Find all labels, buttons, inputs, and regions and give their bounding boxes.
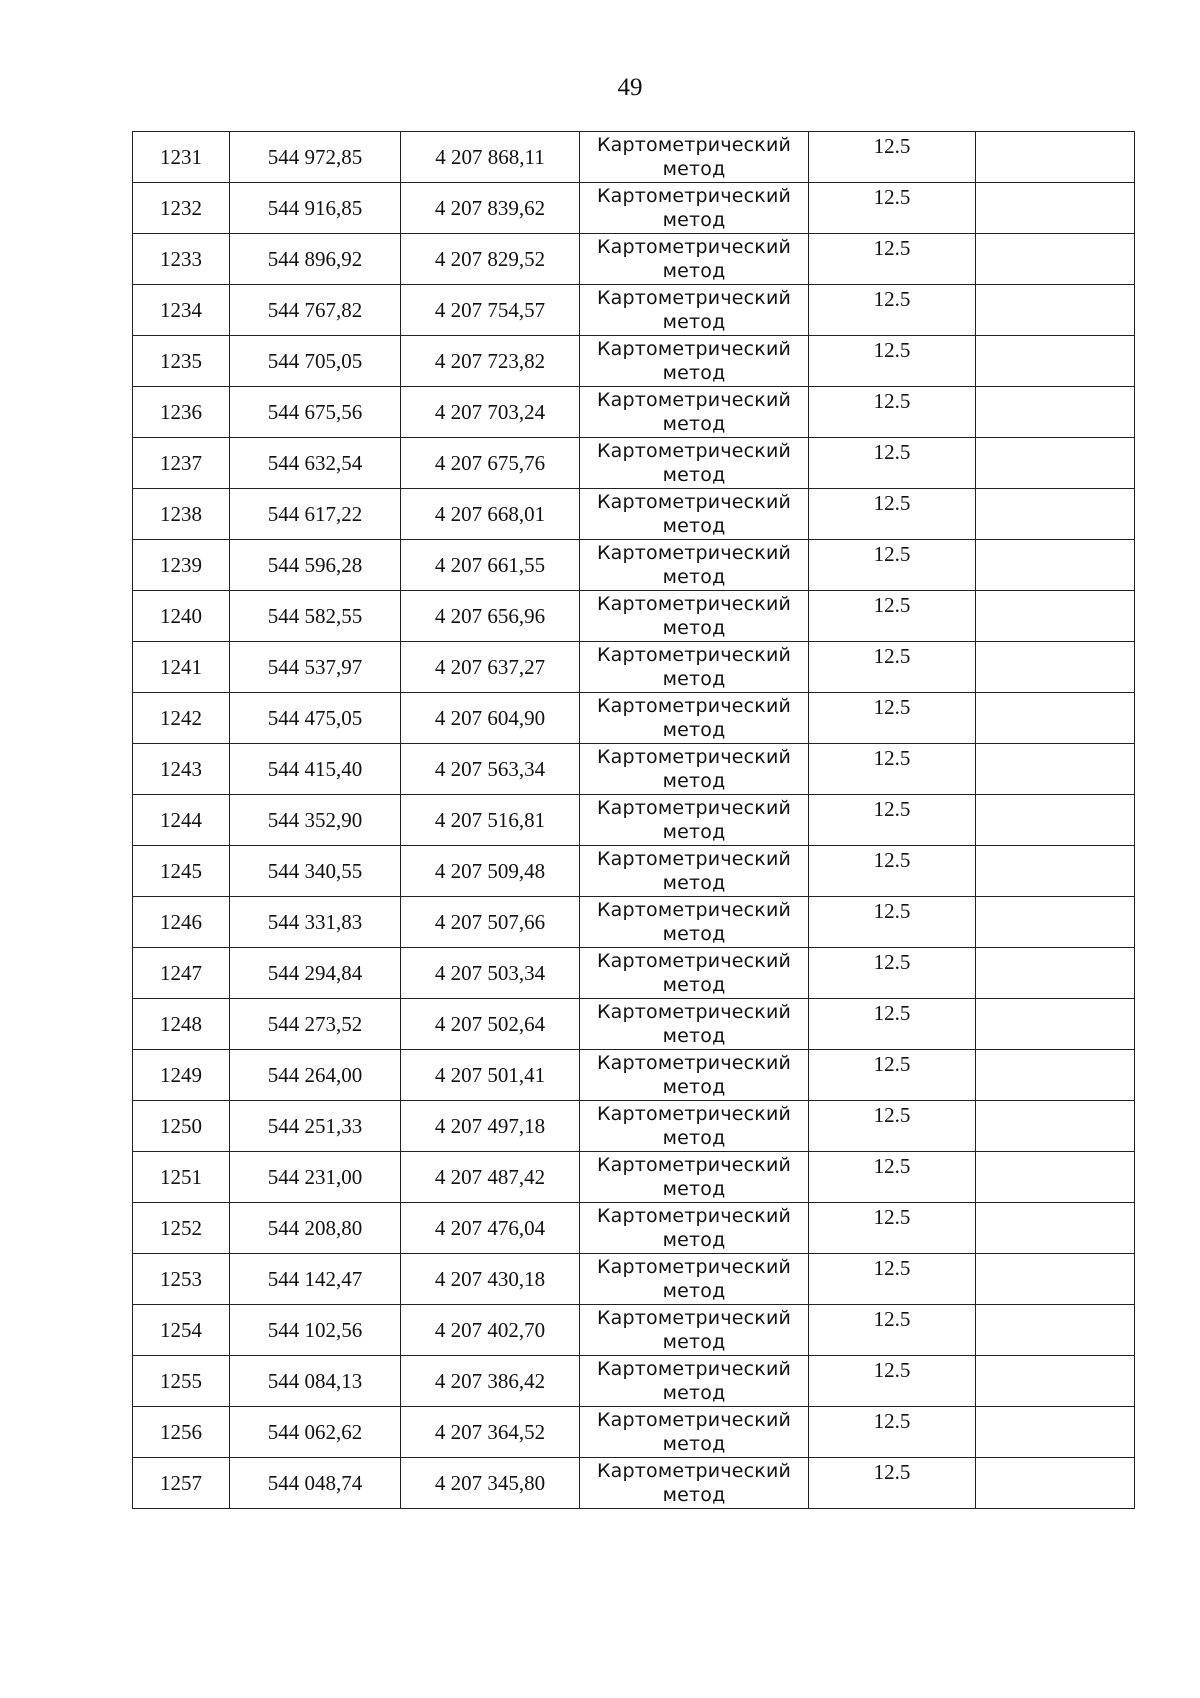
method-line-1: Картометрический xyxy=(596,287,792,309)
accuracy-cell: 12.5 xyxy=(809,795,976,846)
y-coordinate-cell: 4 207 754,57 xyxy=(401,285,580,336)
table-row xyxy=(133,642,1135,693)
note-cell xyxy=(976,999,1135,1050)
page-number: 49 xyxy=(617,74,643,101)
method-line-2: метод xyxy=(662,923,726,945)
table-row xyxy=(133,1356,1135,1407)
y-coordinate-cell: 4 207 563,34 xyxy=(401,744,580,795)
method-line-2: метод xyxy=(662,1229,726,1251)
accuracy-cell: 12.5 xyxy=(809,489,976,540)
x-coordinate-cell: 544 251,33 xyxy=(230,1101,401,1152)
note-cell xyxy=(976,1101,1135,1152)
y-coordinate-cell: 4 207 507,66 xyxy=(401,897,580,948)
method-line-1: Картометрический xyxy=(596,1103,792,1125)
note-cell xyxy=(976,591,1135,642)
method-line-1: Картометрический xyxy=(596,644,792,666)
table-row xyxy=(133,132,1135,183)
point-number-cell: 1242 xyxy=(133,693,230,744)
note-cell xyxy=(976,693,1135,744)
accuracy-cell: 12.5 xyxy=(809,846,976,897)
accuracy-cell: 12.5 xyxy=(809,591,976,642)
note-cell xyxy=(976,285,1135,336)
method-line-2: метод xyxy=(662,1484,726,1506)
method-cell xyxy=(580,1356,809,1407)
accuracy-cell: 12.5 xyxy=(809,285,976,336)
y-coordinate-cell: 4 207 501,41 xyxy=(401,1050,580,1101)
x-coordinate-cell: 544 537,97 xyxy=(230,642,401,693)
y-coordinate-cell: 4 207 675,76 xyxy=(401,438,580,489)
note-cell xyxy=(976,234,1135,285)
table-row xyxy=(133,1101,1135,1152)
table-row xyxy=(133,744,1135,795)
point-number-cell: 1248 xyxy=(133,999,230,1050)
note-cell xyxy=(976,1254,1135,1305)
method-line-2: метод xyxy=(662,1076,726,1098)
method-cell xyxy=(580,897,809,948)
accuracy-cell: 12.5 xyxy=(809,1356,976,1407)
method-line-2: метод xyxy=(662,668,726,690)
coordinates-table xyxy=(132,131,1135,1509)
accuracy-cell: 12.5 xyxy=(809,1254,976,1305)
y-coordinate-cell: 4 207 497,18 xyxy=(401,1101,580,1152)
method-cell xyxy=(580,999,809,1050)
method-cell xyxy=(580,387,809,438)
accuracy-cell: 12.5 xyxy=(809,693,976,744)
method-line-1: Картометрический xyxy=(596,134,792,156)
y-coordinate-cell: 4 207 656,96 xyxy=(401,591,580,642)
method-line-2: метод xyxy=(662,1331,726,1353)
point-number-cell: 1245 xyxy=(133,846,230,897)
table-row xyxy=(133,1203,1135,1254)
note-cell xyxy=(976,744,1135,795)
accuracy-cell: 12.5 xyxy=(809,1305,976,1356)
y-coordinate-cell: 4 207 516,81 xyxy=(401,795,580,846)
table-row xyxy=(133,1458,1135,1509)
method-line-1: Картометрический xyxy=(596,1460,792,1482)
point-number-cell: 1233 xyxy=(133,234,230,285)
y-coordinate-cell: 4 207 502,64 xyxy=(401,999,580,1050)
point-number-cell: 1232 xyxy=(133,183,230,234)
x-coordinate-cell: 544 705,05 xyxy=(230,336,401,387)
accuracy-cell: 12.5 xyxy=(809,1407,976,1458)
y-coordinate-cell: 4 207 386,42 xyxy=(401,1356,580,1407)
note-cell xyxy=(976,1152,1135,1203)
method-cell xyxy=(580,183,809,234)
method-line-2: метод xyxy=(662,413,726,435)
table-row xyxy=(133,387,1135,438)
note-cell xyxy=(976,132,1135,183)
note-cell xyxy=(976,438,1135,489)
x-coordinate-cell: 544 617,22 xyxy=(230,489,401,540)
method-line-1: Картометрический xyxy=(596,593,792,615)
accuracy-cell: 12.5 xyxy=(809,387,976,438)
y-coordinate-cell: 4 207 668,01 xyxy=(401,489,580,540)
table-row xyxy=(133,846,1135,897)
method-line-2: метод xyxy=(662,209,726,231)
point-number-cell: 1253 xyxy=(133,1254,230,1305)
method-line-1: Картометрический xyxy=(596,746,792,768)
point-number-cell: 1251 xyxy=(133,1152,230,1203)
table-body xyxy=(133,132,1135,1509)
method-line-2: метод xyxy=(662,1433,726,1455)
table-row xyxy=(133,795,1135,846)
method-cell xyxy=(580,1305,809,1356)
table-row xyxy=(133,438,1135,489)
x-coordinate-cell: 544 231,00 xyxy=(230,1152,401,1203)
note-cell xyxy=(976,1356,1135,1407)
x-coordinate-cell: 544 273,52 xyxy=(230,999,401,1050)
accuracy-cell: 12.5 xyxy=(809,948,976,999)
method-cell xyxy=(580,438,809,489)
note-cell xyxy=(976,846,1135,897)
accuracy-cell: 12.5 xyxy=(809,1458,976,1509)
accuracy-cell: 12.5 xyxy=(809,897,976,948)
method-line-1: Картометрический xyxy=(596,1256,792,1278)
point-number-cell: 1240 xyxy=(133,591,230,642)
point-number-cell: 1236 xyxy=(133,387,230,438)
y-coordinate-cell: 4 207 503,34 xyxy=(401,948,580,999)
y-coordinate-cell: 4 207 604,90 xyxy=(401,693,580,744)
x-coordinate-cell: 544 084,13 xyxy=(230,1356,401,1407)
x-coordinate-cell: 544 916,85 xyxy=(230,183,401,234)
method-cell xyxy=(580,1407,809,1458)
x-coordinate-cell: 544 294,84 xyxy=(230,948,401,999)
x-coordinate-cell: 544 102,56 xyxy=(230,1305,401,1356)
point-number-cell: 1243 xyxy=(133,744,230,795)
note-cell xyxy=(976,489,1135,540)
table-row xyxy=(133,489,1135,540)
method-cell xyxy=(580,1101,809,1152)
method-line-1: Картометрический xyxy=(596,899,792,921)
method-cell xyxy=(580,489,809,540)
accuracy-cell: 12.5 xyxy=(809,999,976,1050)
note-cell xyxy=(976,540,1135,591)
method-line-1: Картометрический xyxy=(596,236,792,258)
note-cell xyxy=(976,183,1135,234)
method-line-2: метод xyxy=(662,464,726,486)
method-cell xyxy=(580,1050,809,1101)
y-coordinate-cell: 4 207 637,27 xyxy=(401,642,580,693)
point-number-cell: 1237 xyxy=(133,438,230,489)
method-line-2: метод xyxy=(662,362,726,384)
accuracy-cell: 12.5 xyxy=(809,642,976,693)
table-row xyxy=(133,183,1135,234)
x-coordinate-cell: 544 340,55 xyxy=(230,846,401,897)
point-number-cell: 1247 xyxy=(133,948,230,999)
method-line-2: метод xyxy=(662,158,726,180)
point-number-cell: 1250 xyxy=(133,1101,230,1152)
method-cell xyxy=(580,744,809,795)
note-cell xyxy=(976,1407,1135,1458)
point-number-cell: 1231 xyxy=(133,132,230,183)
note-cell xyxy=(976,336,1135,387)
point-number-cell: 1254 xyxy=(133,1305,230,1356)
note-cell xyxy=(976,948,1135,999)
table-row xyxy=(133,1305,1135,1356)
method-line-2: метод xyxy=(662,311,726,333)
method-cell xyxy=(580,336,809,387)
x-coordinate-cell: 544 352,90 xyxy=(230,795,401,846)
table-row xyxy=(133,1407,1135,1458)
note-cell xyxy=(976,795,1135,846)
method-cell xyxy=(580,540,809,591)
accuracy-cell: 12.5 xyxy=(809,1050,976,1101)
method-cell xyxy=(580,591,809,642)
method-cell xyxy=(580,693,809,744)
x-coordinate-cell: 544 582,55 xyxy=(230,591,401,642)
method-line-1: Картометрический xyxy=(596,1154,792,1176)
method-cell xyxy=(580,234,809,285)
method-cell xyxy=(580,846,809,897)
table-row xyxy=(133,948,1135,999)
method-cell xyxy=(580,1254,809,1305)
accuracy-cell: 12.5 xyxy=(809,132,976,183)
method-line-2: метод xyxy=(662,1280,726,1302)
method-line-2: метод xyxy=(662,1382,726,1404)
table-row xyxy=(133,1254,1135,1305)
method-line-2: метод xyxy=(662,566,726,588)
method-line-1: Картометрический xyxy=(596,695,792,717)
method-line-2: метод xyxy=(662,260,726,282)
method-line-1: Картометрический xyxy=(596,797,792,819)
point-number-cell: 1241 xyxy=(133,642,230,693)
accuracy-cell: 12.5 xyxy=(809,183,976,234)
method-line-2: метод xyxy=(662,974,726,996)
method-line-1: Картометрический xyxy=(596,440,792,462)
table-row xyxy=(133,540,1135,591)
method-line-1: Картометрический xyxy=(596,185,792,207)
method-cell xyxy=(580,642,809,693)
x-coordinate-cell: 544 142,47 xyxy=(230,1254,401,1305)
table-row xyxy=(133,897,1135,948)
x-coordinate-cell: 544 415,40 xyxy=(230,744,401,795)
y-coordinate-cell: 4 207 829,52 xyxy=(401,234,580,285)
y-coordinate-cell: 4 207 509,48 xyxy=(401,846,580,897)
note-cell xyxy=(976,1203,1135,1254)
x-coordinate-cell: 544 208,80 xyxy=(230,1203,401,1254)
method-line-1: Картометрический xyxy=(596,950,792,972)
method-line-2: метод xyxy=(662,1025,726,1047)
x-coordinate-cell: 544 675,56 xyxy=(230,387,401,438)
method-cell xyxy=(580,948,809,999)
x-coordinate-cell: 544 896,92 xyxy=(230,234,401,285)
table-row xyxy=(133,999,1135,1050)
x-coordinate-cell: 544 048,74 xyxy=(230,1458,401,1509)
table-row xyxy=(133,1050,1135,1101)
x-coordinate-cell: 544 632,54 xyxy=(230,438,401,489)
method-line-1: Картометрический xyxy=(596,491,792,513)
note-cell xyxy=(976,897,1135,948)
method-line-2: метод xyxy=(662,617,726,639)
method-line-2: метод xyxy=(662,770,726,792)
point-number-cell: 1256 xyxy=(133,1407,230,1458)
accuracy-cell: 12.5 xyxy=(809,336,976,387)
y-coordinate-cell: 4 207 868,11 xyxy=(401,132,580,183)
note-cell xyxy=(976,1050,1135,1101)
method-cell xyxy=(580,795,809,846)
y-coordinate-cell: 4 207 430,18 xyxy=(401,1254,580,1305)
table-row xyxy=(133,234,1135,285)
method-line-1: Картометрический xyxy=(596,1001,792,1023)
note-cell xyxy=(976,1305,1135,1356)
accuracy-cell: 12.5 xyxy=(809,234,976,285)
method-line-1: Картометрический xyxy=(596,542,792,564)
note-cell xyxy=(976,642,1135,693)
point-number-cell: 1255 xyxy=(133,1356,230,1407)
x-coordinate-cell: 544 264,00 xyxy=(230,1050,401,1101)
note-cell xyxy=(976,387,1135,438)
point-number-cell: 1234 xyxy=(133,285,230,336)
method-line-1: Картометрический xyxy=(596,389,792,411)
method-line-2: метод xyxy=(662,1178,726,1200)
method-cell xyxy=(580,1203,809,1254)
x-coordinate-cell: 544 475,05 xyxy=(230,693,401,744)
table-row xyxy=(133,285,1135,336)
method-cell xyxy=(580,285,809,336)
y-coordinate-cell: 4 207 476,04 xyxy=(401,1203,580,1254)
accuracy-cell: 12.5 xyxy=(809,540,976,591)
y-coordinate-cell: 4 207 703,24 xyxy=(401,387,580,438)
x-coordinate-cell: 544 972,85 xyxy=(230,132,401,183)
x-coordinate-cell: 544 331,83 xyxy=(230,897,401,948)
point-number-cell: 1239 xyxy=(133,540,230,591)
point-number-cell: 1235 xyxy=(133,336,230,387)
accuracy-cell: 12.5 xyxy=(809,744,976,795)
table-row xyxy=(133,591,1135,642)
y-coordinate-cell: 4 207 839,62 xyxy=(401,183,580,234)
point-number-cell: 1257 xyxy=(133,1458,230,1509)
method-line-2: метод xyxy=(662,1127,726,1149)
y-coordinate-cell: 4 207 402,70 xyxy=(401,1305,580,1356)
point-number-cell: 1244 xyxy=(133,795,230,846)
table-row xyxy=(133,693,1135,744)
method-line-1: Картометрический xyxy=(596,1205,792,1227)
accuracy-cell: 12.5 xyxy=(809,1101,976,1152)
point-number-cell: 1249 xyxy=(133,1050,230,1101)
method-line-2: метод xyxy=(662,821,726,843)
method-line-2: метод xyxy=(662,872,726,894)
accuracy-cell: 12.5 xyxy=(809,1152,976,1203)
method-line-1: Картометрический xyxy=(596,848,792,870)
y-coordinate-cell: 4 207 364,52 xyxy=(401,1407,580,1458)
method-line-1: Картометрический xyxy=(596,338,792,360)
method-line-2: метод xyxy=(662,515,726,537)
accuracy-cell: 12.5 xyxy=(809,1203,976,1254)
x-coordinate-cell: 544 767,82 xyxy=(230,285,401,336)
method-line-2: метод xyxy=(662,719,726,741)
y-coordinate-cell: 4 207 487,42 xyxy=(401,1152,580,1203)
x-coordinate-cell: 544 062,62 xyxy=(230,1407,401,1458)
point-number-cell: 1252 xyxy=(133,1203,230,1254)
method-line-1: Картометрический xyxy=(596,1052,792,1074)
method-cell xyxy=(580,1152,809,1203)
method-line-1: Картометрический xyxy=(596,1358,792,1380)
method-cell xyxy=(580,132,809,183)
y-coordinate-cell: 4 207 723,82 xyxy=(401,336,580,387)
method-cell xyxy=(580,1458,809,1509)
accuracy-cell: 12.5 xyxy=(809,438,976,489)
x-coordinate-cell: 544 596,28 xyxy=(230,540,401,591)
point-number-cell: 1246 xyxy=(133,897,230,948)
method-line-1: Картометрический xyxy=(596,1409,792,1431)
point-number-cell: 1238 xyxy=(133,489,230,540)
note-cell xyxy=(976,1458,1135,1509)
method-line-1: Картометрический xyxy=(596,1307,792,1329)
table-row xyxy=(133,336,1135,387)
y-coordinate-cell: 4 207 661,55 xyxy=(401,540,580,591)
table-row xyxy=(133,1152,1135,1203)
y-coordinate-cell: 4 207 345,80 xyxy=(401,1458,580,1509)
